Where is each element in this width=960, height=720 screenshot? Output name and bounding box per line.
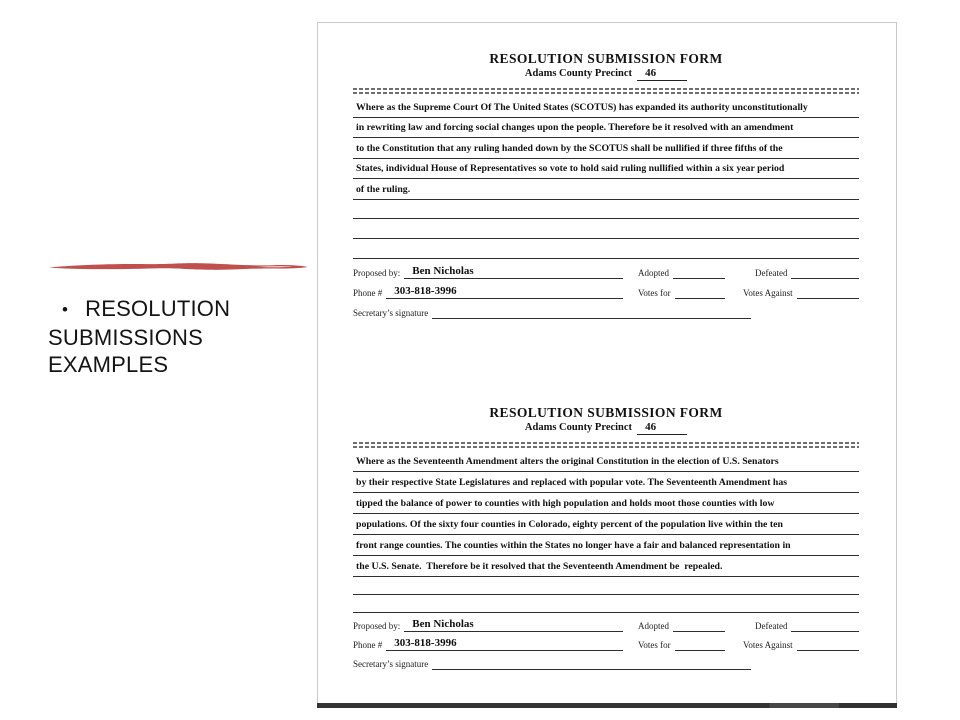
form-body-line: Where as the Seventeenth Amendment alters the original Constitution in the election of U.S. Senators [353, 451, 859, 472]
heading-text-3: EXAMPLES [48, 352, 169, 377]
resolution-form-2 [353, 405, 859, 670]
defeated-field [791, 622, 859, 632]
form-body-line: tipped the balance of power to counties with high population and holds moot those counties with low [353, 493, 859, 514]
equals-divider [353, 442, 859, 448]
votes-for-group [638, 640, 725, 651]
precinct-field [637, 421, 687, 435]
resolution-form-1 [353, 51, 859, 319]
votes-for-field [675, 641, 725, 651]
phone-label: Phone # [353, 640, 383, 650]
defeated-field [791, 269, 859, 279]
heading-line-1 [48, 295, 308, 324]
defeated-group [755, 621, 859, 632]
defeated-label: Defeated [755, 621, 788, 631]
bullet-icon: • [62, 300, 69, 319]
blank-writing-line [353, 200, 859, 220]
proposed-by-group [353, 264, 623, 279]
resolution-text [353, 97, 859, 259]
blank-writing-line [353, 239, 859, 259]
phone-votes-row [353, 279, 859, 299]
phone-votes-row [353, 632, 859, 651]
defeated-group [755, 268, 859, 279]
form-body-line: of the ruling. [353, 179, 859, 200]
form-title: RESOLUTION SUBMISSION FORM [489, 405, 723, 420]
form-body-line: to the Constitution that any ruling handed down by the SCOTUS shall be nullified if three fifths of the [353, 138, 859, 159]
votes-against-group [743, 288, 859, 299]
phone-label: Phone # [353, 287, 383, 298]
adopted-field [673, 269, 725, 279]
proposed-by-field [404, 264, 623, 279]
phone-group [353, 636, 623, 651]
form-body-line: States, individual House of Representatives so vote to hold said ruling nullified within a six year period [353, 159, 859, 180]
form-body-line: Where as the Supreme Court Of The United States (SCOTUS) has expanded its authority unconstitutionally [353, 97, 859, 118]
form-body-line: the U.S. Senate. Therefore be it resolved that the Seventeenth Amendment be repealed. [353, 556, 859, 577]
precinct-value: 46 [645, 421, 657, 433]
proposed-by-group [353, 617, 623, 632]
precinct-line [353, 421, 859, 435]
secretary-group [353, 308, 751, 319]
proposed-by-label: Proposed by: [353, 621, 401, 631]
proposed-by-label: Proposed by: [353, 267, 401, 278]
scan-bottom-edge [317, 703, 897, 708]
blank-writing-line [353, 595, 859, 613]
proposed-adopted-row [353, 259, 859, 279]
form-body-line: front range counties. The counties within the States no longer have a fair and balanced representation in [353, 535, 859, 556]
precinct-line [353, 67, 859, 81]
adopted-label: Adopted [638, 621, 669, 631]
phone-group [353, 284, 623, 299]
resolution-text [353, 451, 859, 613]
secretary-field [432, 660, 751, 670]
votes-against-group [743, 640, 859, 651]
phone-field [386, 284, 623, 299]
adopted-group [638, 621, 725, 632]
adopted-label: Adopted [638, 267, 669, 278]
secretary-group [353, 659, 751, 670]
proposed-adopted-row [353, 613, 859, 632]
slide-heading [48, 295, 308, 379]
votes-against-field [797, 641, 859, 651]
votes-for-group [638, 288, 725, 299]
red-brush-divider [47, 259, 309, 275]
defeated-label: Defeated [755, 267, 788, 278]
precinct-label: Adams County Precinct [524, 68, 633, 79]
phone-field [386, 636, 623, 651]
secretary-row [353, 299, 859, 319]
proposed-by-field [404, 617, 623, 632]
adopted-field [673, 622, 725, 632]
votes-for-label: Votes for [638, 640, 671, 650]
secretary-row [353, 651, 859, 670]
adopted-group [638, 268, 725, 279]
blank-writing-line [353, 577, 859, 595]
votes-against-label: Votes Against [743, 640, 793, 650]
secretary-field [432, 309, 751, 319]
precinct-value: 46 [645, 67, 657, 79]
scanned-document-page [317, 22, 897, 708]
heading-text-1: RESOLUTION [85, 296, 231, 321]
proposed-by-value: Ben Nicholas [412, 618, 474, 630]
precinct-label: Adams County Precinct [524, 422, 633, 433]
blank-writing-line [353, 219, 859, 239]
proposed-by-value: Ben Nicholas [412, 264, 474, 277]
form-title: RESOLUTION SUBMISSION FORM [489, 51, 723, 66]
secretary-label: Secretary’s signature [353, 659, 429, 669]
form-body-line: by their respective State Legislatures and replaced with popular vote. The Seventeenth Amendment has [353, 472, 859, 493]
votes-for-field [675, 289, 725, 299]
votes-against-field [797, 289, 859, 299]
form-body-line: populations. Of the sixty four counties in Colorado, eighty percent of the population live within the ten [353, 514, 859, 535]
votes-against-label: Votes Against [743, 287, 793, 298]
heading-text-2: SUBMISSIONS [48, 324, 204, 350]
form-body-line: in rewriting law and forcing social changes upon the people. Therefore be it resolved with an amendment [353, 118, 859, 139]
phone-value: 303-818-3996 [394, 284, 457, 297]
phone-value: 303-818-3996 [394, 637, 457, 649]
secretary-label: Secretary’s signature [353, 307, 429, 318]
precinct-field [637, 67, 687, 81]
equals-divider [353, 88, 859, 94]
votes-for-label: Votes for [638, 287, 671, 298]
